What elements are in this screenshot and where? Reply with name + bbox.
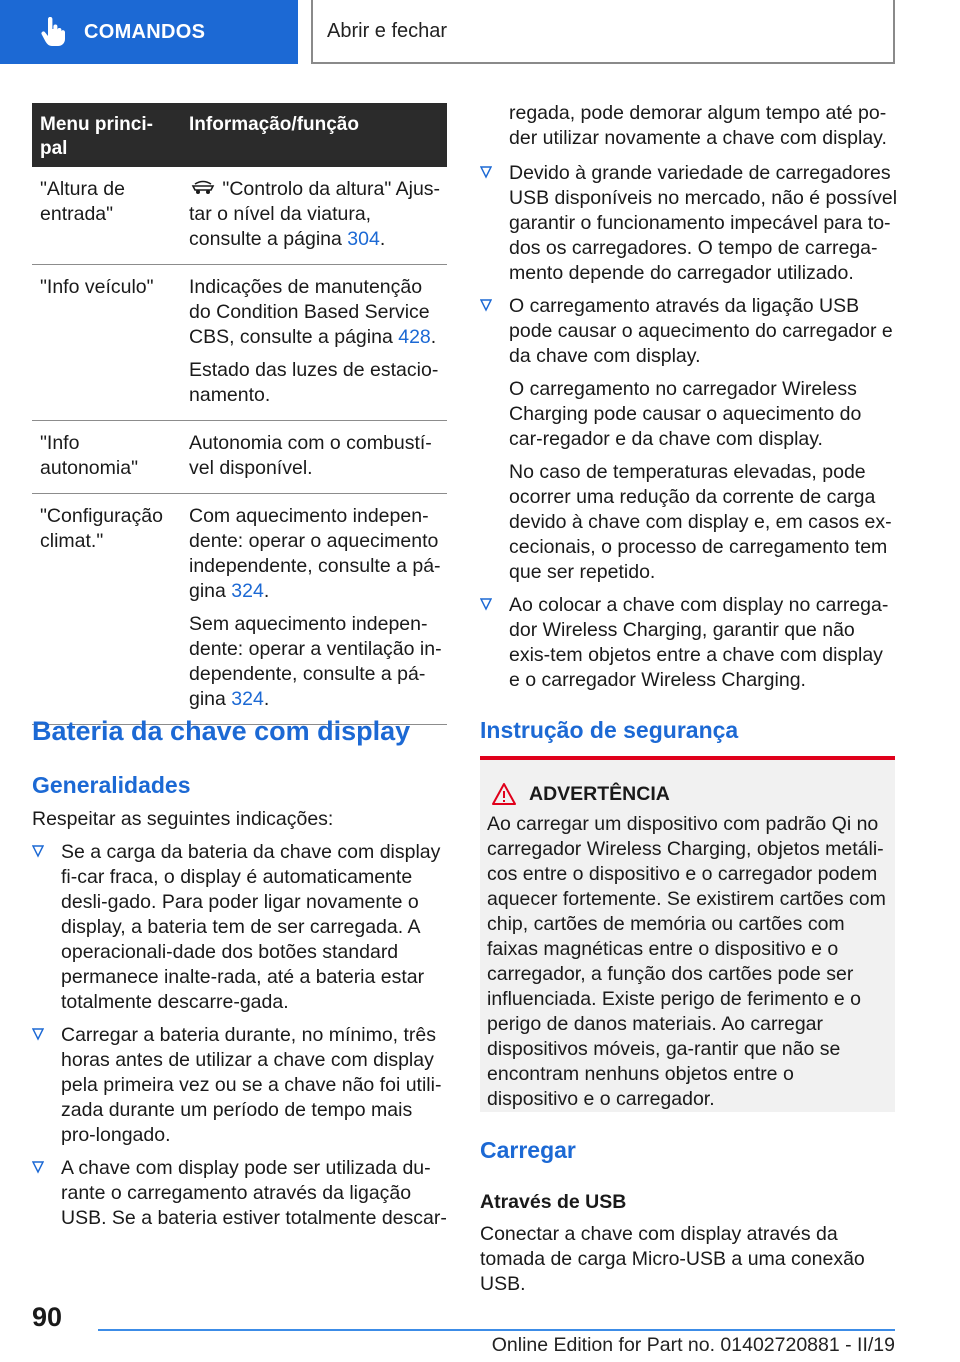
safety-title: Instrução de segurança — [480, 717, 739, 743]
triangle-bullet-icon — [480, 165, 492, 179]
info-cell: "Controlo da altura" Ajus-tar o nível da viatura, consulte a página 304. — [189, 178, 441, 250]
list-item: A chave com display pode ser utilizada du-rante o carregamento através da ligação USB. Se a bateria estiver totalmente descar- — [32, 1156, 450, 1231]
table-row — [32, 167, 447, 265]
warning-box — [480, 756, 895, 1112]
subsection-title: Generalidades — [32, 772, 191, 798]
menu-cell: "Configuração climat." — [40, 505, 163, 552]
menu-cell: "Info autonomia" — [40, 432, 138, 479]
menu-table — [32, 103, 447, 725]
info-cell: Indicações de manutenção do Condition Based Service CBS, consulte a página 428. Estado das luzes de estacio-namento. — [189, 276, 439, 406]
column-header-menu: Menu princi- pal — [40, 114, 153, 159]
list-item: Ao colocar a chave com display no carrega-dor Wireless Charging, garantir que não exis-tem objetos entre a chave com display e o carregador Wireless Charging. — [480, 593, 898, 693]
section-tab[interactable] — [0, 0, 298, 64]
page-link[interactable]: 324 — [231, 688, 264, 710]
page-number: 90 — [32, 1302, 63, 1332]
list-item: Carregar a bateria durante, no mínimo, três horas antes de utilizar a chave com display pela primeira vez ou se a chave não foi utili-zada durante um período de tempo mais pro-longado. — [32, 1023, 450, 1148]
info-cell: Com aquecimento indepen-dente: operar o aquecimento independente, consulte a pá-gina 324. Sem aquecimento indepen-dente: operar a ventilação in-dependente, consulte a pá-gina 324. — [189, 505, 442, 710]
warning-header — [491, 782, 887, 806]
footer-edition: Online Edition for Part no. 01402720881 - II/19 — [491, 1334, 895, 1356]
triangle-bullet-icon — [32, 1027, 44, 1041]
chapter-title: Abrir e fechar — [327, 19, 448, 42]
table-row — [32, 421, 447, 494]
charging-title: Carregar — [480, 1137, 576, 1163]
page-link[interactable]: 324 — [231, 580, 264, 602]
table-row — [32, 265, 447, 421]
list-item: Devido à grande variedade de carregadores USB disponíveis no mercado, não é possível garantir o funcionamento impecável para to-dos os carregadores. O tempo de carrega-mento depende do carregador utilizado. — [480, 161, 898, 286]
warning-text: Ao carregar um dispositivo com padrão Qi no carregador Wireless Charging, objetos metáli-cos entre o dispositivo e o carregador podem aquecer fortemente. Se existirem cartões com chip, cartões de memória ou cartões com faixas magnéticas entre o dispositivo e o carregador, a função dos cartões pode ser influenciada. Existe perigo de ferimento e o perigo de danos materiais. Ao carregar dispositivos móveis, ga-rantir que não se encontram nenhuns objetos entre o dispositivo e o carregador. — [487, 813, 886, 1110]
info-cell: Autonomia com o combustí-vel disponível. — [189, 432, 432, 479]
charging-text: Conectar a chave com display através da tomada de carga Micro-USB a uma conexão USB. — [480, 1223, 865, 1295]
bullet-list-left — [32, 840, 450, 1239]
intro-text: Respeitar as seguintes indicações: — [32, 808, 334, 830]
continued-text: regada, pode demorar algum tempo até po-der utilizar novamente a chave com display. — [509, 102, 887, 149]
triangle-bullet-icon — [480, 298, 492, 312]
chapter-header — [311, 0, 895, 64]
table-header — [32, 103, 447, 167]
list-item: O carregamento através da ligação USB pode causar o aquecimento do carregador e da chave com display. O carregamento no carregador Wireless Charging pode causar o aquecimento do car-regador e da chave com display. No caso de temperaturas elevadas, pode ocorrer uma redução da corrente de carga devido à chave com display e, em casos ex-cecionais, o processo de carregamento tem que ser repetido. — [480, 294, 898, 585]
warning-label: ADVERTÊNCIA — [529, 782, 670, 805]
triangle-bullet-icon — [32, 844, 44, 858]
menu-cell: "Info veículo" — [40, 276, 154, 298]
page-link[interactable]: 304 — [347, 228, 380, 250]
table-row — [32, 494, 447, 725]
hand-pointer-icon — [40, 17, 66, 47]
list-item: Se a carga da bateria da chave com display fi-car fraca, o display é automaticamente desli-gado. Para poder ligar novamente o display, a bateria tem de ser carregada. A operacionali-dade dos botões standard permanece inalte-rada, até a bateria estar totalmente descarre-gada. — [32, 840, 450, 1015]
bullet-list-right — [480, 161, 898, 701]
menu-cell: "Altura de entrada" — [40, 178, 125, 225]
section-tab-label: COMANDOS — [84, 20, 206, 43]
triangle-bullet-icon — [32, 1160, 44, 1174]
section-title: Bateria da chave com display — [32, 716, 411, 746]
page-link[interactable]: 428 — [398, 326, 431, 348]
warning-triangle-icon — [491, 782, 517, 806]
charging-subtitle: Através de USB — [480, 1191, 627, 1213]
column-header-info: Informação/função — [189, 114, 359, 135]
car-height-icon — [189, 180, 217, 196]
triangle-bullet-icon — [480, 597, 492, 611]
